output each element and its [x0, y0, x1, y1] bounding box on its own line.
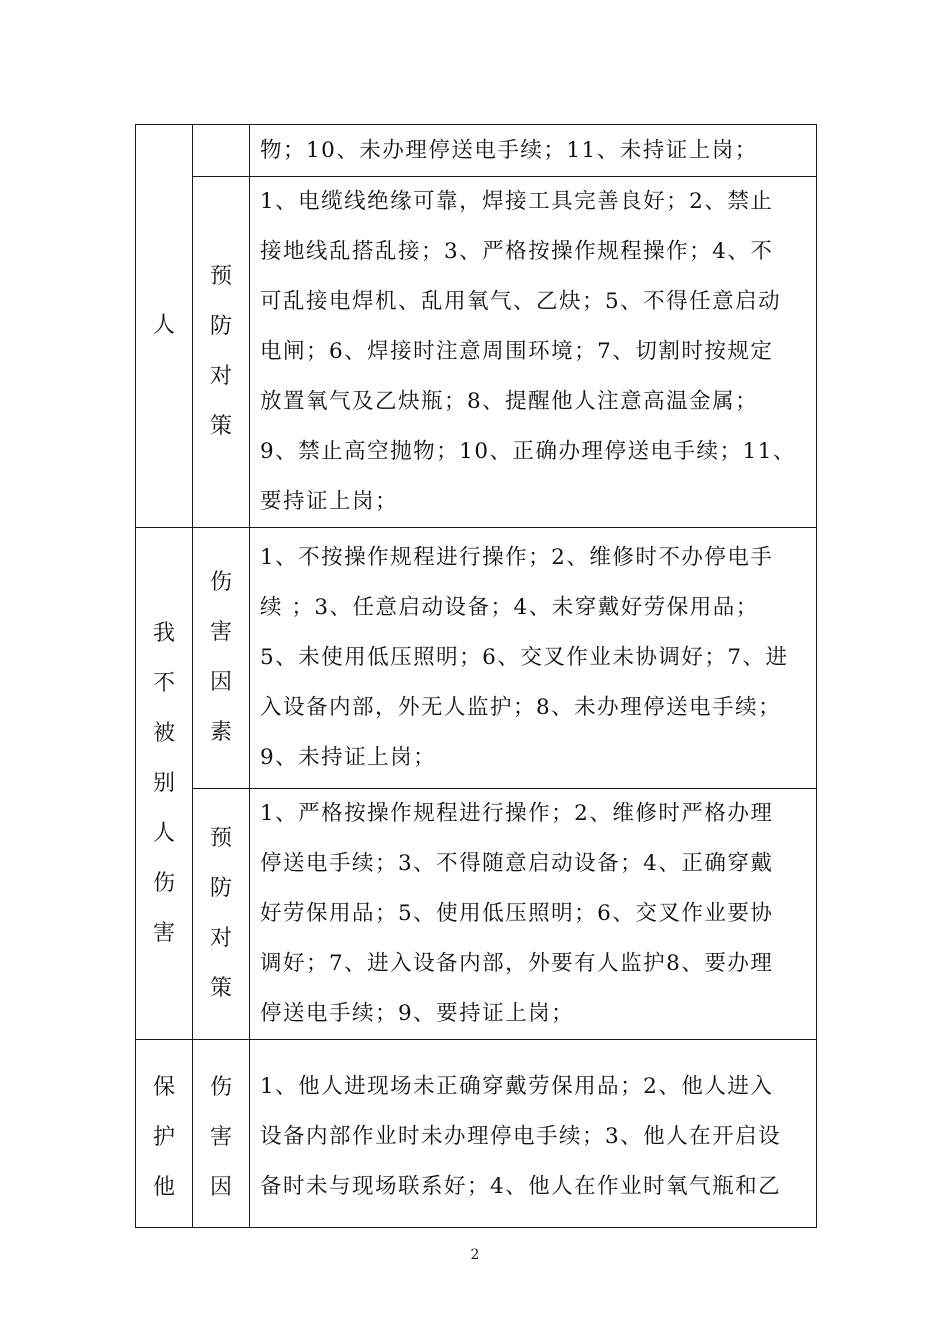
text-line: 9、禁止高空抛物；10、正确办理停送电手续；11、 — [260, 439, 796, 464]
label-char: 害 — [152, 920, 175, 946]
table-row-hazard-2 — [136, 528, 817, 789]
group-label-cell-wobubei — [136, 528, 193, 1040]
category-cell — [193, 528, 250, 789]
text-line: 停送电手续；9、要持证上岗； — [260, 1001, 575, 1026]
hazard-text — [250, 1056, 816, 1212]
category-cell — [193, 1040, 250, 1228]
category-label-hazard — [193, 1055, 249, 1213]
text-line: 1、他人进现场未正确穿戴劳保用品；2、他人进入 — [260, 1073, 774, 1099]
hazard-text — [250, 533, 816, 783]
label-char: 因 — [209, 1174, 232, 1200]
table-row-prevention-1 — [136, 177, 817, 528]
label-char: 对 — [209, 364, 232, 389]
content-cell — [250, 528, 817, 789]
content-cell — [250, 177, 817, 528]
label-char: 伤 — [209, 1074, 232, 1100]
page-number: 2 — [470, 1247, 480, 1263]
label-char: 预 — [209, 264, 232, 289]
label-char: 不 — [152, 670, 175, 696]
table-row-continuation — [136, 125, 817, 177]
text-line: 1、不按操作规程进行操作；2、维修时不办停电手 — [260, 545, 774, 570]
empty-category-cell — [193, 125, 250, 177]
text-line: 入设备内部，外无人监护；8、未办理停送电手续； — [260, 695, 782, 720]
text-line: 设备内部作业时未办理停电手续；3、他人在开启设 — [260, 1123, 782, 1149]
prevention-text — [250, 177, 816, 527]
label-char: 因 — [209, 670, 232, 695]
text-line: 续 ；3、任意启动设备；4、未穿戴好劳保用品； — [260, 595, 759, 620]
continuation-text — [250, 126, 816, 176]
text-line: 可乱接电焊机、乱用氧气、乙炔；5、不得任意启动 — [260, 289, 782, 314]
label-char: 伤 — [209, 570, 232, 595]
group-label-ren — [136, 301, 192, 351]
table-row-hazard-4 — [136, 1040, 817, 1228]
content-cell — [250, 1040, 817, 1228]
text-line: 停送电手续；3、不得随意启动设备；4、正确穿戴 — [260, 851, 774, 876]
label-char: 素 — [209, 720, 232, 745]
text-line: 5、未使用低压照明；6、交叉作业未协调好；7、进 — [260, 645, 789, 670]
label-char: 对 — [209, 926, 232, 951]
label-char: 别 — [152, 770, 175, 796]
prevention-text — [250, 789, 816, 1039]
label-char: 他 — [152, 1174, 175, 1200]
label-char: 预 — [209, 826, 232, 851]
text-line: 9、未持证上岗； — [260, 745, 437, 770]
category-label-prevention — [193, 814, 249, 1014]
category-label-hazard — [193, 558, 249, 758]
category-label-prevention — [193, 252, 249, 452]
label-char: 人 — [152, 313, 175, 338]
group-label-cell-baohu — [136, 1040, 193, 1228]
label-char: 策 — [209, 976, 232, 1001]
label-char: 保 — [152, 1074, 175, 1100]
group-label-cell-ren — [136, 125, 193, 528]
label-char: 防 — [209, 876, 232, 901]
text-line: 1、电缆线绝缘可靠，焊接工具完善良好；2、禁止 — [260, 189, 774, 214]
text-line: 放置氧气及乙炔瓶；8、提醒他人注意高温金属； — [260, 389, 759, 414]
label-char: 护 — [152, 1124, 175, 1150]
label-char: 防 — [209, 314, 232, 339]
safety-measures-table — [135, 124, 817, 1228]
category-cell — [193, 177, 250, 528]
label-char: 人 — [152, 820, 175, 846]
label-char: 策 — [209, 414, 232, 439]
text-line: 好劳保用品；5、使用低压照明；6、交叉作业要协 — [260, 901, 774, 926]
content-cell — [250, 125, 817, 177]
label-char: 害 — [209, 620, 232, 645]
label-char: 我 — [152, 620, 175, 646]
group-label-wobubei — [136, 609, 192, 959]
label-char: 害 — [209, 1124, 232, 1150]
label-char: 伤 — [152, 870, 175, 896]
table-row-prevention-3 — [136, 789, 817, 1040]
text-line: 要持证上岗； — [260, 489, 399, 514]
text-line: 调好；7、进入设备内部，外要有人监护8、要办理 — [260, 951, 774, 976]
text-line: 备时未与现场联系好；4、他人在作业时氧气瓶和乙 — [260, 1173, 782, 1199]
text-line: 电闸；6、焊接时注意周围环境；7、切割时按规定 — [260, 339, 774, 364]
text-line: 接地线乱搭乱接；3、严格按操作规程操作；4、不 — [260, 239, 774, 264]
text-line: 1、严格按操作规程进行操作；2、维修时严格办理 — [260, 801, 774, 826]
group-label-baohu — [136, 1055, 192, 1213]
label-char: 被 — [152, 720, 175, 746]
category-cell — [193, 789, 250, 1040]
content-cell — [250, 789, 817, 1040]
text-line: 物；10、未办理停送电手续；11、未持证上岗； — [260, 137, 758, 163]
